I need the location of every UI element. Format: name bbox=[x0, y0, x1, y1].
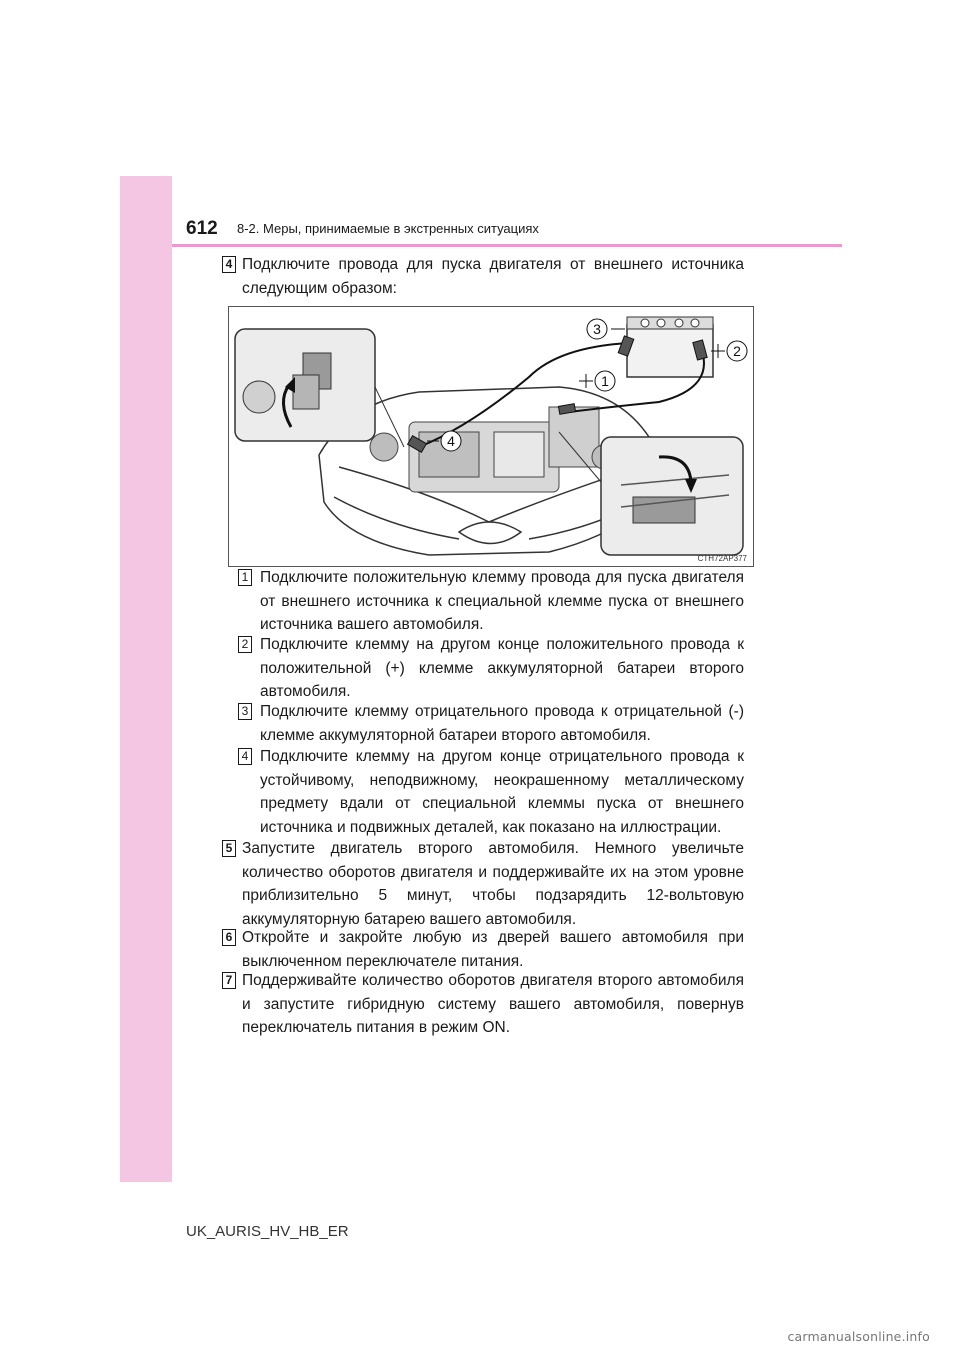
step-badge-5: 5 bbox=[222, 840, 236, 857]
figure-code: CTH72AP377 bbox=[697, 554, 747, 563]
substep-badge-1: 1 bbox=[238, 569, 252, 586]
watermark: carmanualsonline.info bbox=[787, 1329, 930, 1344]
svg-text:4: 4 bbox=[447, 433, 455, 449]
step-6-text: Откройте и закройте любую из дверей вашего автомобиля при выключенном переключателе питания. bbox=[242, 929, 744, 970]
substep-badge-3: 3 bbox=[238, 703, 252, 720]
step-5-text: Запустите двигатель второго автомобиля. Немного увеличьте количество оборотов двигателя и поддерживайте их на этом уровне приблизительно 5 минут, чтобы подзарядить 12-вольтовую аккумуляторную батарею вашего автомобиля. bbox=[242, 840, 744, 928]
jump-start-illustration bbox=[228, 306, 754, 567]
header-divider bbox=[172, 244, 842, 247]
substep-1-text: Подключите положительную клемму провода для пуска двигателя от внешнего источника к специальной клемме пуска от внешнего источника вашего автомобиля. bbox=[260, 569, 744, 633]
svg-text:2: 2 bbox=[733, 343, 741, 359]
step-7-text: Поддерживайте количество оборотов двигателя второго автомобиля и запустите гибридную систему вашего автомобиля, повернув переключатель питания в режим ON. bbox=[242, 972, 744, 1036]
svg-text:3: 3 bbox=[593, 321, 601, 337]
substep-3-text: Подключите клемму отрицательного провода к отрицательной (-) клемме аккумуляторной батареи второго автомобиля. bbox=[260, 703, 744, 744]
left-inset bbox=[235, 329, 375, 441]
substep-4-text: Подключите клемму на другом конце отрицательного провода к устойчивому, неподвижному, неокрашенному металлическому предмету вдали от специальной клеммы пуска от внешнего источника и подвижных деталей, как показано на иллюстрации. bbox=[260, 748, 744, 836]
document-code: UK_AURIS_HV_HB_ER bbox=[186, 1223, 349, 1240]
section-title: 8-2. Меры, принимаемые в экстренных ситуациях bbox=[237, 221, 539, 236]
svg-text:1: 1 bbox=[601, 373, 609, 389]
step-4-text: Подключите провода для пуска двигателя от внешнего источника следующим образом: bbox=[242, 256, 744, 297]
side-tab-band bbox=[120, 176, 172, 1182]
step-badge-7: 7 bbox=[222, 972, 236, 989]
step-badge-4: 4 bbox=[222, 256, 236, 273]
substep-badge-4: 4 bbox=[238, 748, 252, 765]
engine-bay bbox=[370, 407, 616, 492]
illustration-drawing bbox=[229, 307, 753, 566]
substep-badge-2: 2 bbox=[238, 636, 252, 653]
right-inset bbox=[601, 437, 743, 555]
step-badge-6: 6 bbox=[222, 929, 236, 946]
substep-2-text: Подключите клемму на другом конце положительного провода к положительной (+) клемме аккумуляторной батареи второго автомобиля. bbox=[260, 636, 744, 700]
page-number: 612 bbox=[186, 218, 218, 239]
